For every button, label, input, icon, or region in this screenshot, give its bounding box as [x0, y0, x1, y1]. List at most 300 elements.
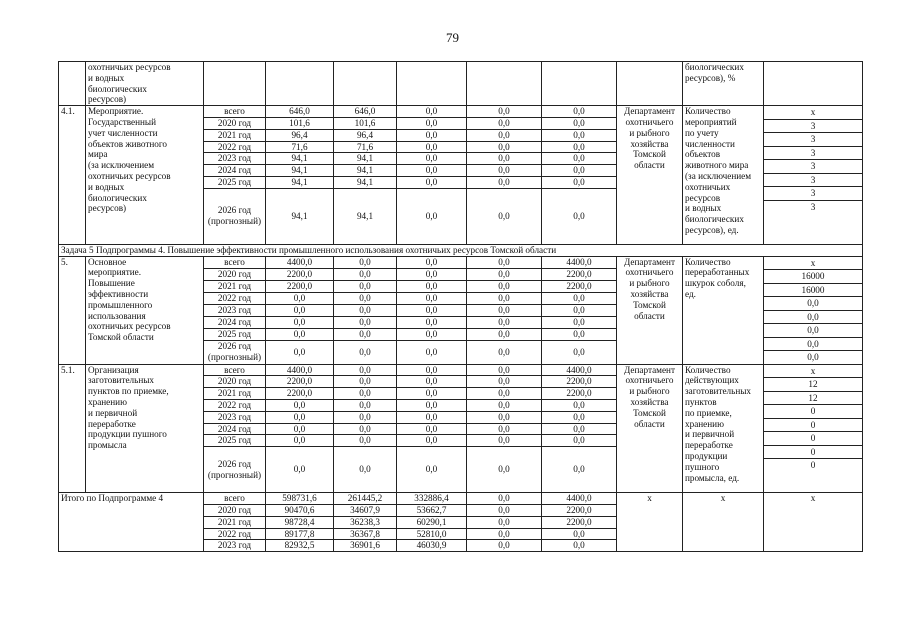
year-cell: всего: [204, 493, 266, 505]
text-line: продукции: [685, 450, 728, 461]
amount-cell: 0,0: [334, 388, 397, 400]
year-cell: 2022 год: [204, 528, 266, 540]
text-line: ед.: [685, 288, 696, 299]
text-line: эффективности: [88, 288, 149, 299]
amount-cell: 0,0: [542, 540, 617, 552]
amount-cell: 0,0: [542, 340, 617, 364]
text-line: учет численности: [88, 127, 158, 138]
amount-cell: 4400,0: [542, 493, 617, 505]
amount-cell: 46030,9: [397, 540, 467, 552]
amount-cell: 0,0: [542, 411, 617, 423]
target-value: 3: [764, 147, 862, 161]
amount-cell: 94,1: [334, 153, 397, 165]
amount-cell: 90470,6: [266, 504, 334, 516]
event-name-cell: [86, 106, 204, 245]
amount-cell: 332886,4: [397, 493, 467, 505]
amount-cell: 71,6: [266, 141, 334, 153]
indicator-cell: [683, 364, 764, 493]
amount-cell: 0,0: [334, 328, 397, 340]
amount-cell: 0,0: [397, 447, 467, 493]
amount-cell: 0,0: [397, 256, 467, 268]
amount-cell: 0,0: [542, 188, 617, 244]
amount-cell: 0,0: [467, 106, 542, 118]
amount-cell: 82932,5: [266, 540, 334, 552]
text-line: биологических: [88, 83, 147, 94]
text-line: переработанных: [685, 267, 750, 278]
text-line: Организация: [88, 364, 139, 375]
text-line: мероприятие.: [88, 267, 142, 278]
text-line: и водных: [88, 72, 125, 83]
amount-cell: 36367,8: [334, 528, 397, 540]
amount-cell: 0,0: [397, 188, 467, 244]
target-value: 0: [764, 446, 862, 460]
row-number-cell: 4.1.: [59, 106, 86, 245]
text-line: пунктов: [685, 396, 717, 407]
row-number-cell: [59, 62, 86, 106]
amount-cell: 36238,3: [334, 516, 397, 528]
amount-cell: 4400,0: [266, 256, 334, 268]
amount-cell: 71,6: [334, 141, 397, 153]
amount-cell: 0,0: [334, 364, 397, 376]
text-line: Количество: [685, 364, 731, 375]
amount-cell: 94,1: [266, 165, 334, 177]
amount-cell: 0,0: [542, 328, 617, 340]
text-line: и рыбного: [629, 386, 670, 397]
empty-cell: [397, 62, 467, 106]
page-number: 79: [446, 30, 459, 45]
text-line: хозяйства: [630, 288, 669, 299]
text-line: переработке: [685, 440, 733, 451]
budget-table: [58, 61, 863, 552]
amount-cell: 0,0: [467, 504, 542, 516]
amount-cell: 0,0: [266, 316, 334, 328]
amount-cell: 94,1: [266, 188, 334, 244]
text-line: Количество: [685, 106, 731, 117]
target-values-cell: [764, 364, 863, 493]
amount-cell: 0,0: [397, 165, 467, 177]
amount-cell: 0,0: [334, 268, 397, 280]
amount-cell: 0,0: [467, 364, 542, 376]
year-cell: 2023 год: [204, 540, 266, 552]
text-line: и первичной: [685, 429, 735, 440]
amount-cell: 0,0: [266, 411, 334, 423]
amount-cell: 0,0: [334, 340, 397, 364]
target-value: x: [764, 257, 862, 271]
amount-cell: 0,0: [467, 141, 542, 153]
text-line: заготовительных: [685, 386, 752, 397]
text-line: хозяйства: [630, 396, 669, 407]
target-value: x: [764, 106, 862, 120]
text-line: и первичной: [88, 407, 138, 418]
text-line: по приемке,: [685, 407, 732, 418]
amount-cell: 0,0: [467, 340, 542, 364]
year-cell: 2021 год: [204, 388, 266, 400]
amount-cell: 0,0: [467, 399, 542, 411]
target-value: 3: [764, 187, 862, 201]
amount-cell: 0,0: [467, 447, 542, 493]
event-name-cell: [86, 256, 204, 364]
text-line: шкурок соболя,: [685, 278, 746, 289]
amount-cell: 0,0: [266, 304, 334, 316]
year-cell: 2026 год (прогнозный): [204, 188, 266, 244]
text-line: Мероприятие.: [88, 106, 144, 117]
amount-cell: 0,0: [334, 399, 397, 411]
text-line: объектов: [685, 149, 721, 160]
year-cell: всего: [204, 256, 266, 268]
task-title: Задача 5 Подпрограммы 4. Повышение эффективности промышленного использования охотничьих ресурсов Томской области: [59, 244, 863, 256]
target-values-cell: [764, 256, 863, 364]
empty-cell: [542, 62, 617, 106]
year-cell: 2024 год: [204, 423, 266, 435]
amount-cell: 0,0: [334, 316, 397, 328]
amount-cell: 2200,0: [266, 268, 334, 280]
text-line: охотничьего: [625, 375, 674, 386]
amount-cell: 94,1: [266, 153, 334, 165]
year-cell: 2020 год: [204, 376, 266, 388]
amount-cell: 0,0: [467, 516, 542, 528]
year-cell: 2025 год: [204, 328, 266, 340]
amount-cell: 0,0: [397, 153, 467, 165]
amount-cell: 0,0: [397, 106, 467, 118]
amount-cell: 646,0: [266, 106, 334, 118]
year-cell: 2021 год: [204, 516, 266, 528]
amount-cell: 0,0: [542, 176, 617, 188]
text-line: Томской области: [88, 332, 154, 343]
amount-cell: 0,0: [397, 141, 467, 153]
amount-cell: 0,0: [467, 435, 542, 447]
year-cell: 2022 год: [204, 292, 266, 304]
amount-cell: 0,0: [334, 292, 397, 304]
amount-cell: 0,0: [467, 129, 542, 141]
year-cell: 2023 год: [204, 304, 266, 316]
amount-cell: 96,4: [334, 129, 397, 141]
text-line: и водных: [88, 181, 125, 192]
amount-cell: 0,0: [334, 423, 397, 435]
amount-cell: 0,0: [467, 176, 542, 188]
text-line: (за исключением: [88, 160, 155, 171]
amount-cell: 53662,7: [397, 504, 467, 516]
amount-cell: 94,1: [334, 176, 397, 188]
target-value: 3: [764, 174, 862, 188]
amount-cell: 2200,0: [542, 280, 617, 292]
text-line: Томской: [633, 149, 666, 160]
target-value: 16000: [764, 284, 862, 298]
target-value: 0: [764, 405, 862, 419]
amount-cell: 0,0: [397, 435, 467, 447]
amount-cell: 0,0: [397, 423, 467, 435]
amount-cell: 261445,2: [334, 493, 397, 505]
amount-cell: 2200,0: [266, 280, 334, 292]
amount-cell: 0,0: [467, 528, 542, 540]
amount-cell: 4400,0: [542, 364, 617, 376]
amount-cell: 0,0: [397, 388, 467, 400]
amount-cell: 0,0: [467, 376, 542, 388]
amount-cell: 0,0: [542, 117, 617, 129]
task-header-row: [59, 244, 863, 256]
text-line: продукции пушного: [88, 429, 167, 440]
target-value: 3: [764, 160, 862, 174]
text-line: хозяйства: [630, 138, 669, 149]
indicator-cell: x: [683, 493, 764, 552]
year-cell: всего: [204, 106, 266, 118]
executor-cell: [617, 364, 683, 493]
totals-label: Итого по Подпрограмме 4: [59, 493, 204, 552]
amount-cell: 0,0: [397, 292, 467, 304]
amount-cell: 2200,0: [266, 388, 334, 400]
amount-cell: 0,0: [467, 280, 542, 292]
text-line: численности: [685, 138, 735, 149]
text-line: ресурсов): [88, 94, 127, 105]
text-line: и рыбного: [629, 127, 670, 138]
executor-cell: x: [617, 493, 683, 552]
text-line: охотничьих ресурсов: [88, 62, 171, 72]
totals-row: [59, 493, 863, 505]
year-cell: 2021 год: [204, 280, 266, 292]
text-line: охотничьих: [685, 181, 731, 192]
text-line: Департамент: [624, 256, 675, 267]
amount-cell: 0,0: [397, 129, 467, 141]
year-cell: 2026 год (прогнозный): [204, 447, 266, 493]
year-cell: 2020 год: [204, 117, 266, 129]
amount-cell: 101,6: [334, 117, 397, 129]
executor-cell: [617, 256, 683, 364]
year-cell: 2025 год: [204, 435, 266, 447]
text-line: Повышение: [88, 278, 135, 289]
amount-cell: 0,0: [542, 106, 617, 118]
continuation-row: [59, 62, 863, 106]
amount-cell: 0,0: [542, 447, 617, 493]
year-cell: 2023 год: [204, 411, 266, 423]
text-line: и рыбного: [629, 278, 670, 289]
text-line: Томской: [633, 299, 666, 310]
text-line: ресурсов: [685, 192, 721, 203]
text-line: Департамент: [624, 364, 675, 375]
text-line: Основное: [88, 256, 127, 267]
amount-cell: 0,0: [467, 411, 542, 423]
amount-cell: 0,0: [397, 411, 467, 423]
text-line: ресурсов), ед.: [685, 224, 739, 235]
amount-cell: 2200,0: [542, 516, 617, 528]
text-line: биологических: [685, 62, 744, 72]
amount-cell: 0,0: [397, 376, 467, 388]
amount-cell: 0,0: [334, 435, 397, 447]
amount-cell: 0,0: [542, 141, 617, 153]
text-line: по учету: [685, 127, 719, 138]
amount-cell: 0,0: [542, 304, 617, 316]
target-value: 3: [764, 120, 862, 134]
executor-cell: [617, 106, 683, 245]
amount-cell: 52810,0: [397, 528, 467, 540]
text-line: объектов животного: [88, 138, 168, 149]
amount-cell: 2200,0: [542, 268, 617, 280]
amount-cell: 101,6: [266, 117, 334, 129]
amount-cell: 0,0: [266, 340, 334, 364]
amount-cell: 0,0: [467, 388, 542, 400]
amount-cell: 0,0: [542, 129, 617, 141]
amount-cell: 94,1: [334, 165, 397, 177]
empty-cell: [617, 62, 683, 106]
text-line: животного мира: [685, 160, 749, 171]
amount-cell: 0,0: [397, 399, 467, 411]
target-value: 0,0: [764, 297, 862, 311]
text-line: ресурсов): [88, 203, 127, 214]
text-line: Количество: [685, 256, 731, 267]
amount-cell: 0,0: [542, 423, 617, 435]
amount-cell: 0,0: [397, 176, 467, 188]
amount-cell: 94,1: [266, 176, 334, 188]
text-line: промысла: [88, 440, 127, 451]
amount-cell: 0,0: [542, 399, 617, 411]
target-value: 0: [764, 419, 862, 433]
year-cell: 2025 год: [204, 176, 266, 188]
amount-cell: 0,0: [266, 292, 334, 304]
empty-cell: [266, 62, 334, 106]
year-cell: 2026 год (прогнозный): [204, 340, 266, 364]
amount-cell: 0,0: [467, 328, 542, 340]
text-line: ресурсов), %: [685, 72, 736, 83]
year-cell: 2024 год: [204, 165, 266, 177]
year-cell: 2024 год: [204, 316, 266, 328]
text-line: пунктов по приемке,: [88, 386, 169, 397]
text-line: заготовительных: [88, 375, 155, 386]
text-line: области: [634, 160, 665, 171]
text-line: охотничьего: [625, 267, 674, 278]
text-line: промысла, ед.: [685, 472, 740, 483]
table-row: [59, 106, 863, 118]
indicator-cell: [683, 106, 764, 245]
text-line: охотничьего: [625, 116, 674, 127]
amount-cell: 0,0: [542, 435, 617, 447]
target-value: 3: [764, 133, 862, 147]
text-line: Государственный: [88, 116, 157, 127]
amount-cell: 0,0: [397, 268, 467, 280]
text-line: мероприятий: [685, 116, 737, 127]
target-value: 3: [810, 201, 816, 212]
text-line: хранению: [685, 418, 724, 429]
text-line: области: [634, 418, 665, 429]
amount-cell: 0,0: [397, 328, 467, 340]
amount-cell: 0,0: [467, 117, 542, 129]
target-value: 0,0: [764, 311, 862, 325]
text-line: биологических: [88, 192, 147, 203]
target-value: 12: [764, 378, 862, 392]
text-line: Департамент: [624, 106, 675, 117]
amount-cell: 0,0: [334, 447, 397, 493]
text-line: биологических: [685, 214, 744, 225]
amount-cell: 0,0: [397, 340, 467, 364]
amount-cell: 2200,0: [266, 376, 334, 388]
text-line: охотничьих ресурсов: [88, 321, 171, 332]
target-value: 0: [810, 460, 816, 471]
text-line: и водных: [685, 203, 722, 214]
amount-cell: 0,0: [334, 304, 397, 316]
amount-cell: 0,0: [542, 528, 617, 540]
amount-cell: 0,0: [467, 188, 542, 244]
indicator-cell: [683, 62, 764, 106]
amount-cell: 0,0: [467, 268, 542, 280]
amount-cell: 0,0: [397, 316, 467, 328]
amount-cell: 0,0: [542, 165, 617, 177]
target-value: x: [764, 365, 862, 379]
event-name-cell: [86, 364, 204, 493]
amount-cell: 34607,9: [334, 504, 397, 516]
text-line: Томской: [633, 407, 666, 418]
text-line: охотничьих ресурсов: [88, 170, 171, 181]
amount-cell: 0,0: [397, 280, 467, 292]
target-value: 0,0: [764, 338, 862, 352]
amount-cell: 646,0: [334, 106, 397, 118]
year-cell: 2022 год: [204, 141, 266, 153]
year-cell: 2022 год: [204, 399, 266, 411]
amount-cell: 0,0: [467, 493, 542, 505]
amount-cell: 0,0: [334, 256, 397, 268]
amount-cell: 0,0: [467, 316, 542, 328]
target-value: 0,0: [764, 324, 862, 338]
amount-cell: 2200,0: [542, 388, 617, 400]
text-line: пушного: [685, 461, 720, 472]
text-line: мира: [88, 149, 108, 160]
target-value: 0,0: [807, 352, 819, 363]
amount-cell: 0,0: [266, 399, 334, 411]
amount-cell: 4400,0: [542, 256, 617, 268]
amount-cell: 0,0: [334, 376, 397, 388]
amount-cell: 94,1: [334, 188, 397, 244]
target-value: 12: [764, 392, 862, 406]
event-name-cell: [86, 62, 204, 106]
amount-cell: 0,0: [467, 165, 542, 177]
amount-cell: 0,0: [334, 280, 397, 292]
amount-cell: 98728,4: [266, 516, 334, 528]
text-line: промышленного: [88, 299, 153, 310]
row-number-cell: 5.: [59, 256, 86, 364]
amount-cell: 0,0: [542, 153, 617, 165]
amount-cell: 89177,8: [266, 528, 334, 540]
amount-cell: 0,0: [467, 256, 542, 268]
row-number-cell: 5.1.: [59, 364, 86, 493]
amount-cell: 0,0: [266, 328, 334, 340]
text-line: области: [634, 310, 665, 321]
year-cell: всего: [204, 364, 266, 376]
indicator-cell: [683, 256, 764, 364]
target-cell: [764, 62, 863, 106]
amount-cell: 60290,1: [397, 516, 467, 528]
empty-cell: [204, 62, 266, 106]
text-line: действующих: [685, 375, 739, 386]
target-values-cell: [764, 106, 863, 245]
text-line: хранению: [88, 396, 127, 407]
amount-cell: 2200,0: [542, 504, 617, 516]
year-cell: 2020 год: [204, 504, 266, 516]
amount-cell: 4400,0: [266, 364, 334, 376]
amount-cell: 0,0: [467, 423, 542, 435]
amount-cell: 0,0: [397, 364, 467, 376]
amount-cell: 0,0: [467, 153, 542, 165]
amount-cell: 0,0: [542, 316, 617, 328]
amount-cell: 0,0: [334, 411, 397, 423]
amount-cell: 0,0: [266, 435, 334, 447]
target-value: 16000: [764, 270, 862, 284]
text-line: использования: [88, 310, 146, 321]
year-cell: 2021 год: [204, 129, 266, 141]
amount-cell: 0,0: [397, 304, 467, 316]
amount-cell: 96,4: [266, 129, 334, 141]
amount-cell: 598731,6: [266, 493, 334, 505]
text-line: (за исключением: [685, 170, 752, 181]
table-row: [59, 364, 863, 376]
amount-cell: 2200,0: [542, 376, 617, 388]
amount-cell: 0,0: [266, 423, 334, 435]
amount-cell: 0,0: [467, 540, 542, 552]
